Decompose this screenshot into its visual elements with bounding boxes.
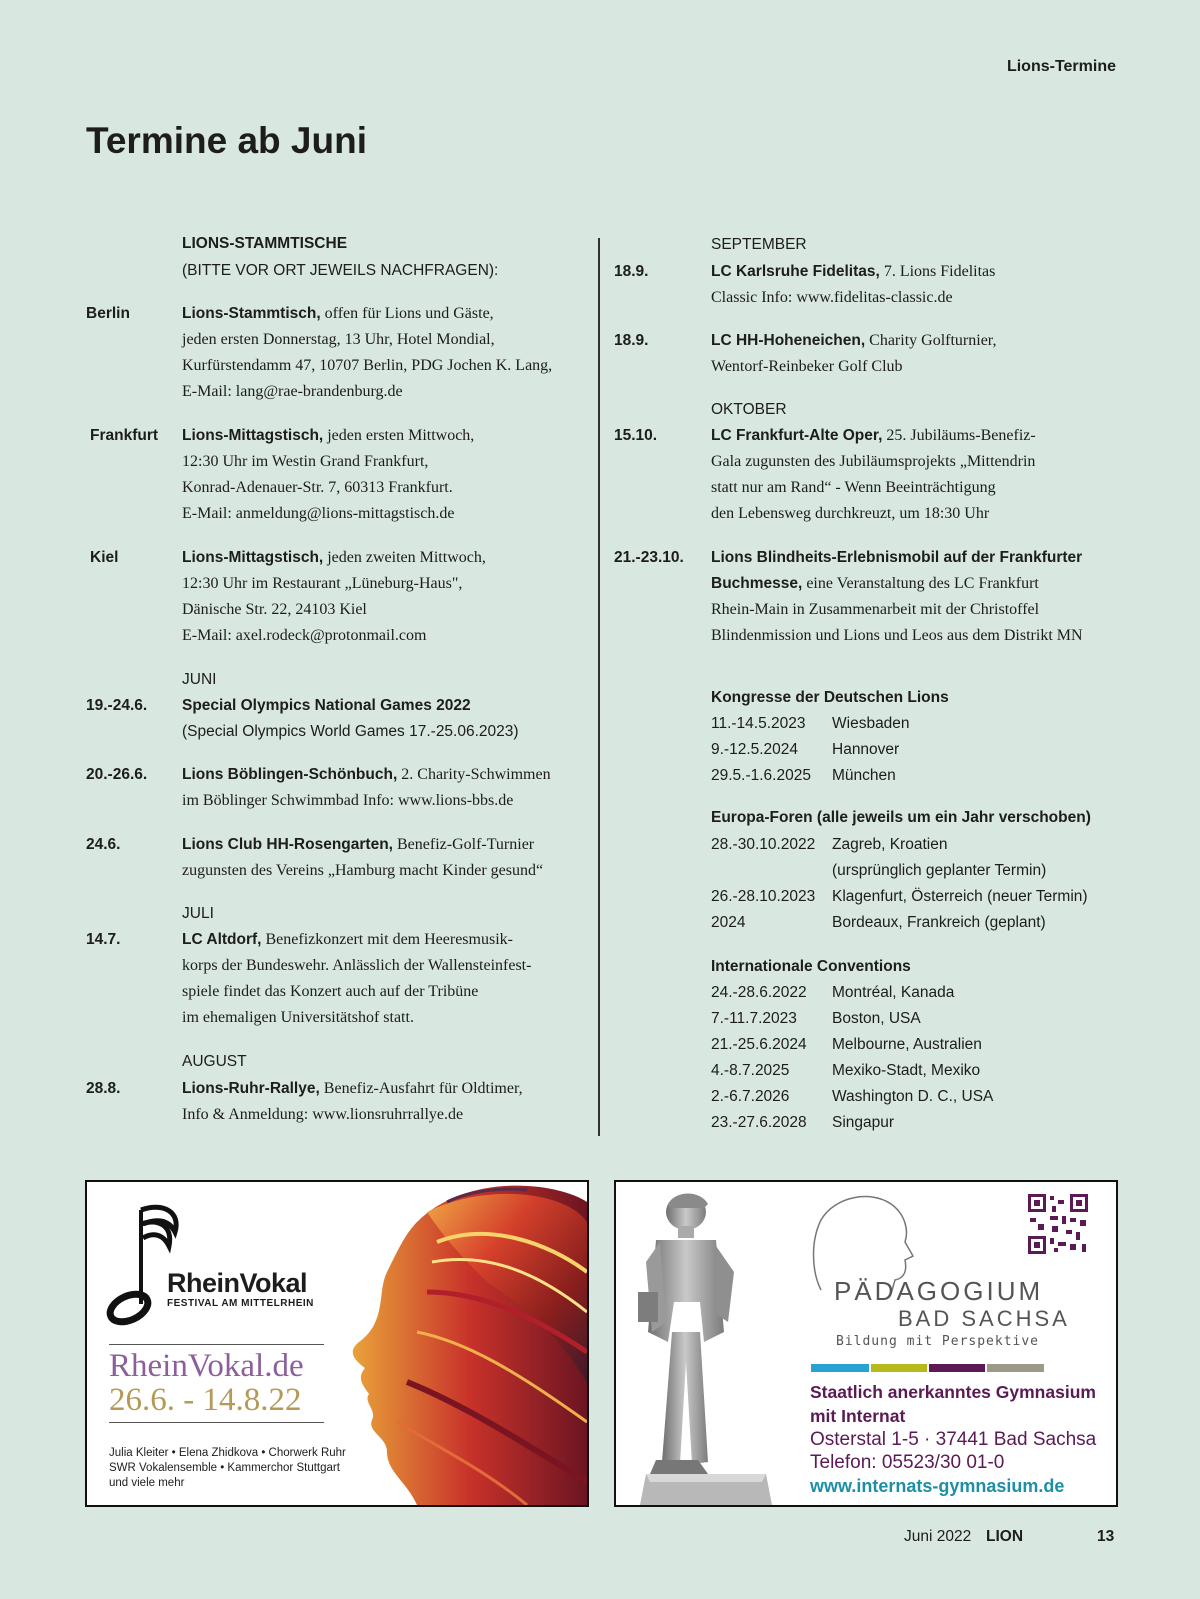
- music-note-icon: [103, 1202, 203, 1332]
- entry-text: jeden zweiten Mittwoch,: [323, 549, 486, 566]
- month-heading-august: AUGUST: [182, 1053, 247, 1070]
- footer-issue: Juni 2022: [904, 1528, 972, 1545]
- table-cell-date: 4.-8.7.2025: [711, 1062, 790, 1079]
- table-cell-date: 29.5.-1.6.2025: [711, 767, 811, 784]
- entry-title: Lions Blindheits-Erlebnismobil auf der Frankfurter: [711, 549, 1083, 566]
- entry-text: zugunsten des Vereins „Hamburg macht Kinder gesund“: [182, 862, 544, 879]
- europa-foren-heading: Europa-Foren (alle jeweils um ein Jahr verschoben): [711, 809, 1091, 826]
- school-place: BAD SACHSA: [898, 1306, 1070, 1331]
- stammtische-heading: LIONS-STAMMTISCHE: [182, 235, 348, 252]
- student-statue-image: [616, 1182, 796, 1505]
- entry-text: Info & Anmeldung: www.lionsruhrrallye.de: [182, 1106, 464, 1123]
- entry-label-kiel: Kiel: [90, 549, 119, 566]
- table-cell-place: Hannover: [832, 741, 900, 758]
- table-row: [711, 1032, 993, 1058]
- entry-text: jeden ersten Donnerstag, 13 Uhr, Hotel Mondial,: [182, 331, 495, 348]
- entry-text: spiele findet das Konzert auch auf der Tribüne: [182, 983, 479, 1000]
- headline-line: mit Internat: [810, 1406, 906, 1426]
- month-heading-juli: JULI: [182, 905, 214, 922]
- entry-date: 28.8.: [86, 1080, 121, 1097]
- table-cell-date: 2024: [711, 914, 746, 931]
- table-cell-place: Mexiko-Stadt, Mexiko: [832, 1062, 981, 1079]
- entry-berlin: [182, 301, 552, 405]
- entry-title: Lions-Mittagstisch,: [182, 427, 324, 444]
- entry-altdorf: [182, 927, 531, 1031]
- entry-text: Benefiz-Ausfahrt für Oldtimer,: [319, 1080, 523, 1097]
- entry-hoheneichen: [711, 328, 996, 380]
- table-row: [711, 763, 910, 789]
- table-cell-place: Melbourne, Australien: [832, 1036, 982, 1053]
- performer-line: Julia Kleiter • Elena Zhidkova • Chorwerk Ruhr: [109, 1447, 346, 1459]
- rheinvokal-logo-subtitle: FESTIVAL AM MITTELRHEIN: [167, 1298, 314, 1309]
- table-row: [711, 1084, 993, 1110]
- entry-text: Rhein-Main in Zusammenarbeit mit der Christoffel: [711, 601, 1040, 618]
- entry-text: Charity Golfturnier,: [865, 332, 997, 349]
- table-cell-date: 21.-25.6.2024: [711, 1036, 807, 1053]
- table-row: [711, 910, 1088, 936]
- entry-date: 20.-26.6.: [86, 766, 148, 783]
- table-cell-date: 7.-11.7.2023: [711, 1010, 797, 1027]
- entry-text: (Special Olympics World Games 17.-25.06.2023): [182, 723, 519, 740]
- page-number: 13: [1097, 1528, 1115, 1545]
- rheinvokal-logo-text: RheinVokal: [167, 1268, 308, 1298]
- school-website-link[interactable]: www.internats-gymnasium.de: [810, 1476, 1065, 1496]
- entry-title: Lions Club HH-Rosengarten,: [182, 836, 393, 853]
- entry-kiel: [182, 545, 486, 649]
- page-title: Termine ab Juni: [86, 120, 367, 161]
- table-cell-place: Zagreb, Kroatien: [832, 836, 948, 853]
- entry-text: korps der Bundeswehr. Anlässlich der Wallensteinfest-: [182, 957, 532, 974]
- table-cell-date: 2.-6.7.2026: [711, 1088, 790, 1105]
- table-row: [711, 858, 1088, 884]
- month-heading-september: SEPTEMBER: [711, 236, 807, 253]
- table-row: [711, 711, 910, 737]
- entry-text: Benefizkonzert mit dem Heeresmusik-: [261, 931, 513, 948]
- entry-date: 21.-23.10.: [614, 549, 684, 566]
- table-cell-date: 11.-14.5.2023: [711, 715, 806, 732]
- stammtische-subheading: (BITTE VOR ORT JEWEILS NACHFRAGEN):: [182, 262, 499, 279]
- table-cell-place: Washington D. C., USA: [832, 1088, 994, 1105]
- color-stripe: [811, 1364, 869, 1372]
- table-cell-place: Bordeaux, Frankreich (geplant): [832, 914, 1046, 931]
- entry-title: Lions-Ruhr-Rallye,: [182, 1080, 320, 1097]
- entry-text: jeden ersten Mittwoch,: [323, 427, 475, 444]
- school-address: Osterstal 1-5 · 37441 Bad Sachsa: [810, 1429, 1097, 1450]
- entry-title: Buchmesse,: [711, 575, 803, 592]
- table-cell-place: Klagenfurt, Österreich (neuer Termin): [832, 888, 1088, 905]
- entry-email[interactable]: E-Mail: lang@rae-brandenburg.de: [182, 383, 403, 400]
- table-cell-date: 23.-27.6.2028: [711, 1114, 807, 1131]
- performer-line: SWR Vokalensemble • Kammerchor Stuttgart: [109, 1462, 340, 1474]
- table-cell-place: (ursprünglich geplanter Termin): [832, 862, 1047, 879]
- entry-title: LC Altdorf,: [182, 931, 262, 948]
- entry-text: 7. Lions Fidelitas: [879, 263, 996, 280]
- entry-title: LC Karlsruhe Fidelitas,: [711, 263, 880, 280]
- entry-label-berlin: Berlin: [86, 305, 130, 322]
- entry-rosengarten: [182, 832, 543, 884]
- entry-title: Lions-Mittagstisch,: [182, 549, 324, 566]
- ad-paedagogium[interactable]: [614, 1180, 1118, 1507]
- entry-text: Kurfürstendamm 47, 10707 Berlin, PDG Jochen K. Lang,: [182, 357, 553, 374]
- entry-fidelitas: [711, 259, 995, 311]
- divider: [109, 1344, 324, 1345]
- entry-title: LC Frankfurt-Alte Oper,: [711, 427, 883, 444]
- headline-line: Staatlich anerkanntes Gymnasium: [810, 1382, 1096, 1402]
- color-stripe: [987, 1364, 1044, 1372]
- qr-code-icon[interactable]: [1026, 1192, 1090, 1256]
- color-stripe: [871, 1364, 927, 1372]
- entry-frankfurt: [182, 423, 474, 527]
- table-cell-place: München: [832, 767, 896, 784]
- entry-text: Classic Info: www.fidelitas-classic.de: [711, 289, 953, 306]
- entry-text: den Lebensweg durchkreuzt, um 18:30 Uhr: [711, 505, 990, 522]
- table-cell-date: 24.-28.6.2022: [711, 984, 807, 1001]
- table-cell-place: Singapur: [832, 1114, 895, 1131]
- table-row: [711, 980, 993, 1006]
- entry-date: 24.6.: [86, 836, 121, 853]
- entry-date: 18.9.: [614, 263, 649, 280]
- entry-text: 12:30 Uhr im Restaurant „Lüneburg-Haus",: [182, 575, 463, 592]
- entry-ruhr-rallye: [182, 1076, 523, 1128]
- entry-date: 18.9.: [614, 332, 649, 349]
- entry-text: Dänische Str. 22, 24103 Kiel: [182, 601, 367, 618]
- table-cell-date: 9.-12.5.2024: [711, 741, 799, 758]
- table-cell-date: 26.-28.10.2023: [711, 888, 816, 905]
- column-divider: [598, 238, 600, 1136]
- school-name: PÄDAGOGIUM: [834, 1276, 1044, 1306]
- entry-blindheits-erlebnismobil: [711, 545, 1083, 649]
- entry-text: 25. Jubiläums-Benefiz-: [882, 427, 1036, 444]
- school-headline: [810, 1380, 1096, 1428]
- entry-alte-oper: [711, 423, 1036, 527]
- table-cell-date: 28.-30.10.2022: [711, 836, 816, 853]
- performer-line: und viele mehr: [109, 1477, 185, 1489]
- table-cell-place: Montréal, Kanada: [832, 984, 955, 1001]
- entry-text: 12:30 Uhr im Westin Grand Frankfurt,: [182, 453, 429, 470]
- entry-date: 14.7.: [86, 931, 121, 948]
- conventions-table: [711, 980, 993, 1136]
- table-row: [711, 1110, 993, 1136]
- rheinvokal-dates: 26.6. - 14.8.22: [109, 1382, 302, 1418]
- kongresse-heading: Kongresse der Deutschen Lions: [711, 689, 949, 706]
- entry-text: Konrad-Adenauer-Str. 7, 60313 Frankfurt.: [182, 479, 453, 496]
- entry-date: 15.10.: [614, 427, 658, 444]
- table-row: [711, 1006, 993, 1032]
- entry-title: LC HH-Hoheneichen,: [711, 332, 866, 349]
- ad-rheinvokal[interactable]: [85, 1180, 589, 1507]
- entry-text: im ehemaligen Universitätshof statt.: [182, 1009, 414, 1026]
- rheinvokal-performers: [109, 1446, 346, 1491]
- entry-text: 2. Charity-Schwimmen: [397, 766, 551, 783]
- entry-text: Wentorf-Reinbeker Golf Club: [711, 358, 903, 375]
- month-heading-juni: JUNI: [182, 671, 217, 688]
- conventions-heading: Internationale Conventions: [711, 958, 911, 975]
- table-row: [711, 832, 1088, 858]
- divider: [109, 1422, 324, 1423]
- entry-text: offen für Lions und Gäste,: [320, 305, 494, 322]
- entry-text: Gala zugunsten des Jubiläumsprojekts „Mittendrin: [711, 453, 1036, 470]
- entry-text: Benefiz-Golf-Turnier: [392, 836, 535, 853]
- entry-title: Lions Böblingen-Schönbuch,: [182, 766, 398, 783]
- entry-email[interactable]: E-Mail: anmeldung@lions-mittagstisch.de: [182, 505, 455, 522]
- entry-text: Blindenmission und Lions und Leos aus dem Distrikt MN: [711, 627, 1083, 644]
- entry-text: im Böblinger Schwimmbad Info: www.lions-bbs.de: [182, 792, 514, 809]
- kongresse-table: [711, 711, 910, 789]
- entry-title: Special Olympics National Games 2022: [182, 697, 471, 714]
- table-row: [711, 884, 1088, 910]
- entry-text: eine Veranstaltung des LC Frankfurt: [802, 575, 1039, 592]
- month-heading-oktober: OKTOBER: [711, 401, 787, 418]
- color-stripe: [929, 1364, 985, 1372]
- table-cell-place: Wiesbaden: [832, 715, 910, 732]
- europa-foren-table: [711, 832, 1088, 936]
- footer-magazine: LION: [986, 1528, 1024, 1545]
- section-label: Lions-Termine: [1006, 58, 1116, 75]
- table-cell-place: Boston, USA: [832, 1010, 921, 1027]
- entry-email[interactable]: E-Mail: axel.rodeck@protonmail.com: [182, 627, 427, 644]
- entry-label-frankfurt: Frankfurt: [90, 427, 159, 444]
- rheinvokal-url[interactable]: RheinVokal.de: [109, 1348, 304, 1384]
- entry-date: 19.-24.6.: [86, 697, 148, 714]
- entry-text: statt nur am Rand“ - Wenn Beeinträchtigung: [711, 479, 996, 496]
- school-slogan: Bildung mit Perspektive: [836, 1334, 1040, 1349]
- entry-title: Lions-Stammtisch,: [182, 305, 321, 322]
- table-row: [711, 1058, 993, 1084]
- entry-boeblingen: [182, 762, 551, 814]
- table-row: [711, 737, 910, 763]
- school-phone: Telefon: 05523/30 01-0: [810, 1452, 1005, 1473]
- table-cell-date: [711, 858, 832, 884]
